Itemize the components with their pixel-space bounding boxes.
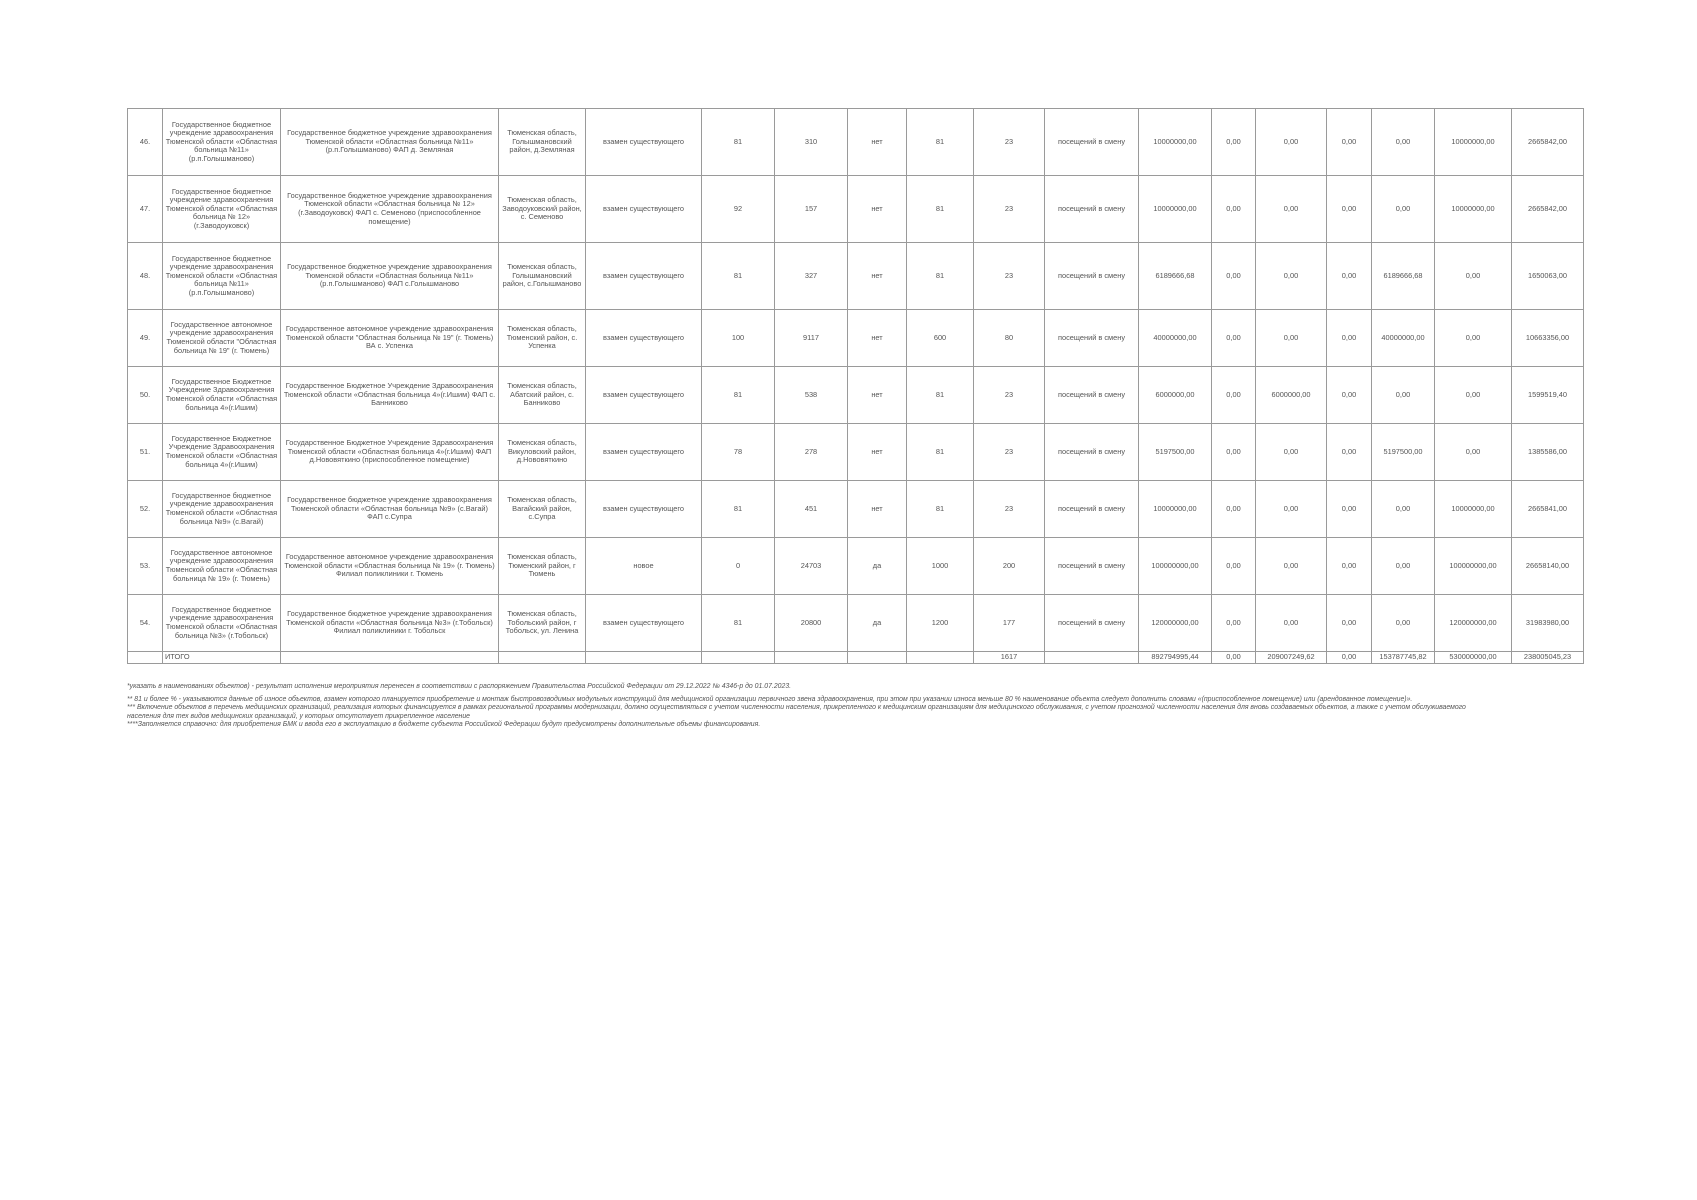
object-type: взамен существующего [586, 595, 702, 652]
object-type: взамен существующего [586, 109, 702, 176]
cell-c12: 6000000,00 [1139, 367, 1212, 424]
cell-c17: 10000000,00 [1435, 481, 1512, 538]
table-row [128, 424, 1584, 481]
cell-c13: 0,00 [1212, 176, 1256, 243]
total-c14: 209007249,62 [1256, 652, 1327, 664]
facilities-table-wrap [127, 108, 1583, 664]
cell-c10: 80 [974, 310, 1045, 367]
cell-c16: 0,00 [1372, 176, 1435, 243]
object-type: взамен существующего [586, 481, 702, 538]
cell-c8: нет [848, 176, 907, 243]
total-c12: 892794995,44 [1139, 652, 1212, 664]
total-empty [907, 652, 974, 664]
cell-c7: 451 [775, 481, 848, 538]
cell-c10: 23 [974, 109, 1045, 176]
cell-c6: 81 [702, 109, 775, 176]
row-number: 53. [128, 538, 163, 595]
row-number: 54. [128, 595, 163, 652]
cell-c16: 0,00 [1372, 538, 1435, 595]
table-row [128, 310, 1584, 367]
row-number: 46. [128, 109, 163, 176]
cell-c13: 0,00 [1212, 109, 1256, 176]
row-number: 51. [128, 424, 163, 481]
cell-c6: 81 [702, 481, 775, 538]
table-row [128, 176, 1584, 243]
total-row [128, 652, 1584, 664]
total-empty [1045, 652, 1139, 664]
cell-c9: 81 [907, 367, 974, 424]
cell-c7: 24703 [775, 538, 848, 595]
cell-c11: посещений в смену [1045, 481, 1139, 538]
total-empty [499, 652, 586, 664]
organization-name: Государственное автономное учреждение здравоохранения Тюменской области "Областная больница № 19" (г. Тюмень) [163, 310, 281, 367]
object-type: взамен существующего [586, 176, 702, 243]
cell-c7: 157 [775, 176, 848, 243]
table-row [128, 538, 1584, 595]
object-name: Государственное бюджетное учреждение здравоохранения Тюменской области «Областная больница № 12» (г.Заводоуковск) ФАП с. Семеново (приспособленное помещение) [281, 176, 499, 243]
table-row [128, 109, 1584, 176]
cell-c12: 6189666,68 [1139, 243, 1212, 310]
cell-c6: 81 [702, 595, 775, 652]
cell-c7: 278 [775, 424, 848, 481]
cell-c18: 1650063,00 [1512, 243, 1584, 310]
cell-c14: 0,00 [1256, 243, 1327, 310]
cell-c18: 1599519,40 [1512, 367, 1584, 424]
cell-c12: 100000000,00 [1139, 538, 1212, 595]
cell-c6: 92 [702, 176, 775, 243]
row-number: 50. [128, 367, 163, 424]
cell-c14: 0,00 [1256, 424, 1327, 481]
table-row [128, 481, 1584, 538]
row-number: 47. [128, 176, 163, 243]
cell-c11: посещений в смену [1045, 243, 1139, 310]
cell-c17: 100000000,00 [1435, 538, 1512, 595]
cell-c15: 0,00 [1327, 176, 1372, 243]
cell-c14: 0,00 [1256, 176, 1327, 243]
organization-name: Государственное бюджетное учреждение здравоохранения Тюменской области «Областная больница №9» (с.Вагай) [163, 481, 281, 538]
cell-c18: 2665841,00 [1512, 481, 1584, 538]
cell-c9: 1000 [907, 538, 974, 595]
cell-c9: 81 [907, 176, 974, 243]
cell-c6: 100 [702, 310, 775, 367]
total-empty [775, 652, 848, 664]
cell-c11: посещений в смену [1045, 310, 1139, 367]
cell-c13: 0,00 [1212, 243, 1256, 310]
cell-c11: посещений в смену [1045, 538, 1139, 595]
object-name: Государственное Бюджетное Учреждение Здравоохранения Тюменской области «Областная больница 4»(г.Ишим) ФАП с. Банниково [281, 367, 499, 424]
row-number: 49. [128, 310, 163, 367]
footnote-3: *** Включение объектов в перечень медицинских организаций, реализация которых финансируется в рамках региональной программы модернизации, должно осуществляться с учетом численности населения, прикрепленного к медицинским организациям для медицинского обслуживания, с учетом прогнозной численности населения для вновь создаваемых объектов, а также с учетом обслуживаемого населения для тех видов медицинских организаций, у которых отсутствует прикрепленное население [127, 704, 1466, 720]
cell-c10: 200 [974, 538, 1045, 595]
cell-c12: 120000000,00 [1139, 595, 1212, 652]
cell-c18: 26658140,00 [1512, 538, 1584, 595]
table-row [128, 595, 1584, 652]
object-name: Государственное бюджетное учреждение здравоохранения Тюменской области «Областная больница №9» (с.Вагай) ФАП с.Супра [281, 481, 499, 538]
object-type: взамен существующего [586, 424, 702, 481]
cell-c18: 2665842,00 [1512, 109, 1584, 176]
cell-c12: 40000000,00 [1139, 310, 1212, 367]
cell-c9: 600 [907, 310, 974, 367]
cell-c8: нет [848, 243, 907, 310]
row-number: 48. [128, 243, 163, 310]
object-address: Тюменская область, Тюменский район, с. Успенка [499, 310, 586, 367]
cell-c9: 81 [907, 481, 974, 538]
cell-c15: 0,00 [1327, 243, 1372, 310]
total-c13: 0,00 [1212, 652, 1256, 664]
cell-c6: 78 [702, 424, 775, 481]
table-row [128, 243, 1584, 310]
cell-c8: нет [848, 310, 907, 367]
cell-c16: 6189666,68 [1372, 243, 1435, 310]
cell-c17: 0,00 [1435, 243, 1512, 310]
cell-c12: 10000000,00 [1139, 481, 1212, 538]
object-type: взамен существующего [586, 310, 702, 367]
cell-c8: нет [848, 367, 907, 424]
cell-c13: 0,00 [1212, 367, 1256, 424]
cell-c6: 81 [702, 243, 775, 310]
cell-c15: 0,00 [1327, 310, 1372, 367]
cell-c14: 0,00 [1256, 595, 1327, 652]
cell-c16: 0,00 [1372, 481, 1435, 538]
organization-name: Государственное бюджетное учреждение здравоохранения Тюменской области «Областная больница № 12» (г.Заводоуковск) [163, 176, 281, 243]
cell-c13: 0,00 [1212, 481, 1256, 538]
cell-c8: да [848, 595, 907, 652]
cell-c6: 0 [702, 538, 775, 595]
organization-name: Государственное бюджетное учреждение здравоохранения Тюменской области «Областная больница №3» (г.Тобольск) [163, 595, 281, 652]
cell-c14: 0,00 [1256, 538, 1327, 595]
cell-c17: 0,00 [1435, 367, 1512, 424]
footnotes [127, 683, 1497, 729]
cell-c17: 0,00 [1435, 310, 1512, 367]
cell-c17: 10000000,00 [1435, 176, 1512, 243]
total-c16: 153787745,82 [1372, 652, 1435, 664]
cell-c8: нет [848, 424, 907, 481]
cell-c10: 23 [974, 481, 1045, 538]
cell-c13: 0,00 [1212, 310, 1256, 367]
cell-c14: 0,00 [1256, 481, 1327, 538]
organization-name: Государственное Бюджетное Учреждение Здравоохранения Тюменской области «Областная больница 4»(г.Ишим) [163, 424, 281, 481]
cell-c8: нет [848, 109, 907, 176]
cell-c15: 0,00 [1327, 481, 1372, 538]
cell-c14: 6000000,00 [1256, 367, 1327, 424]
cell-c7: 310 [775, 109, 848, 176]
cell-c7: 9117 [775, 310, 848, 367]
cell-c8: нет [848, 481, 907, 538]
cell-c11: посещений в смену [1045, 109, 1139, 176]
cell-c14: 0,00 [1256, 310, 1327, 367]
cell-c10: 23 [974, 243, 1045, 310]
object-address: Тюменская область, Голышмановский район, с.Голышманово [499, 243, 586, 310]
cell-c15: 0,00 [1327, 424, 1372, 481]
cell-c11: посещений в смену [1045, 176, 1139, 243]
cell-c12: 10000000,00 [1139, 109, 1212, 176]
total-c18: 238005045,23 [1512, 652, 1584, 664]
cell-c8: да [848, 538, 907, 595]
organization-name: Государственное бюджетное учреждение здравоохранения Тюменской области «Областная больница №11» (р.п.Голышманово) [163, 109, 281, 176]
object-name: Государственное бюджетное учреждение здравоохранения Тюменской области «Областная больница №11» (р.п.Голышманово) ФАП д. Земляная [281, 109, 499, 176]
cell-c12: 5197500,00 [1139, 424, 1212, 481]
facilities-table [127, 108, 1584, 664]
cell-c17: 0,00 [1435, 424, 1512, 481]
object-name: Государственное автономное учреждение здравоохранения Тюменской области «Областная больница № 19» (г. Тюмень) Филиал поликлиники г. Тюмень [281, 538, 499, 595]
footnote-4: ****Заполняется справочно: для приобретения БМК и ввода его в эксплуатацию в бюджете субъекта Российской Федерации будут предусмотрены дополнительные объемы финансирования. [127, 720, 761, 728]
object-address: Тюменская область, Абатский район, с. Банниково [499, 367, 586, 424]
object-type: новое [586, 538, 702, 595]
total-c10: 1617 [974, 652, 1045, 664]
cell-c15: 0,00 [1327, 538, 1372, 595]
table-row [128, 367, 1584, 424]
footnote-1: *указать в наименованиях объектов) - результат исполнения мероприятия перенесен в соответствии с распоряжением Правительства Российской Федерации от 29.12.2022 № 4346-р до 01.07.2023. [127, 683, 792, 690]
object-name: Государственное Бюджетное Учреждение Здравоохранения Тюменской области «Областная больница 4»(г.Ишим) ФАП д.Нововяткино (приспособленное помещение) [281, 424, 499, 481]
cell-c10: 23 [974, 176, 1045, 243]
cell-c7: 20800 [775, 595, 848, 652]
total-empty [281, 652, 499, 664]
cell-c13: 0,00 [1212, 538, 1256, 595]
cell-c10: 23 [974, 367, 1045, 424]
cell-c18: 31983980,00 [1512, 595, 1584, 652]
cell-c9: 81 [907, 424, 974, 481]
total-c15: 0,00 [1327, 652, 1372, 664]
cell-c18: 2665842,00 [1512, 176, 1584, 243]
total-empty [702, 652, 775, 664]
object-name: Государственное бюджетное учреждение здравоохранения Тюменской области «Областная больница №11» (р.п.Голышманово) ФАП с.Голышманово [281, 243, 499, 310]
cell-c14: 0,00 [1256, 109, 1327, 176]
cell-c12: 10000000,00 [1139, 176, 1212, 243]
cell-c7: 538 [775, 367, 848, 424]
total-label: ИТОГО [163, 652, 281, 664]
object-name: Государственное бюджетное учреждение здравоохранения Тюменской области «Областная больница №3» (г.Тобольск) Филиал поликлиники г. Тобольск [281, 595, 499, 652]
cell-c18: 10663356,00 [1512, 310, 1584, 367]
object-address: Тюменская область, Викуловский район, д.Нововяткино [499, 424, 586, 481]
cell-c11: посещений в смену [1045, 367, 1139, 424]
total-empty [848, 652, 907, 664]
cell-c16: 40000000,00 [1372, 310, 1435, 367]
cell-c10: 23 [974, 424, 1045, 481]
cell-c17: 120000000,00 [1435, 595, 1512, 652]
cell-c16: 5197500,00 [1372, 424, 1435, 481]
object-address: Тюменская область, Голышмановский район, д.Земляная [499, 109, 586, 176]
organization-name: Государственное автономное учреждение здравоохранения Тюменской области «Областная больница № 19» (г. Тюмень) [163, 538, 281, 595]
cell-c13: 0,00 [1212, 424, 1256, 481]
cell-c10: 177 [974, 595, 1045, 652]
cell-c16: 0,00 [1372, 595, 1435, 652]
row-number: 52. [128, 481, 163, 538]
organization-name: Государственное бюджетное учреждение здравоохранения Тюменской области «Областная больница №11» (р.п.Голышманово) [163, 243, 281, 310]
cell-c15: 0,00 [1327, 109, 1372, 176]
object-type: взамен существующего [586, 367, 702, 424]
footnote-2: ** 81 и более % - указываются данные об износе объектов, взамен которого планируется приобретение и монтаж быстровозводимых модульных конструкций для медицинской организации первичного звена здравоохранения, при этом при указании износа меньше 80 % наименование объекта следует дополнить словами «(приспособленное помещение) или (арендованное помещение)». [127, 696, 1413, 704]
object-type: взамен существующего [586, 243, 702, 310]
cell-c17: 10000000,00 [1435, 109, 1512, 176]
cell-c6: 81 [702, 367, 775, 424]
cell-c16: 0,00 [1372, 109, 1435, 176]
object-address: Тюменская область, Тюменский район, г Тюмень [499, 538, 586, 595]
cell-c18: 1385586,00 [1512, 424, 1584, 481]
cell-c13: 0,00 [1212, 595, 1256, 652]
cell-c16: 0,00 [1372, 367, 1435, 424]
cell-c15: 0,00 [1327, 367, 1372, 424]
object-address: Тюменская область, Заводоуковский район, с. Семеново [499, 176, 586, 243]
total-empty [586, 652, 702, 664]
cell-c9: 1200 [907, 595, 974, 652]
cell-c11: посещений в смену [1045, 595, 1139, 652]
cell-c9: 81 [907, 243, 974, 310]
cell-c7: 327 [775, 243, 848, 310]
object-address: Тюменская область, Тобольский район, г Тобольск, ул. Ленина [499, 595, 586, 652]
total-num [128, 652, 163, 664]
object-name: Государственное автономное учреждение здравоохранения Тюменской области "Областная больница № 19" (г. Тюмень) ВА с. Успенка [281, 310, 499, 367]
cell-c15: 0,00 [1327, 595, 1372, 652]
organization-name: Государственное Бюджетное Учреждение Здравоохранения Тюменской области «Областная больница 4»(г.Ишим) [163, 367, 281, 424]
cell-c9: 81 [907, 109, 974, 176]
object-address: Тюменская область, Вагайский район, с.Супра [499, 481, 586, 538]
total-c17: 530000000,00 [1435, 652, 1512, 664]
cell-c11: посещений в смену [1045, 424, 1139, 481]
